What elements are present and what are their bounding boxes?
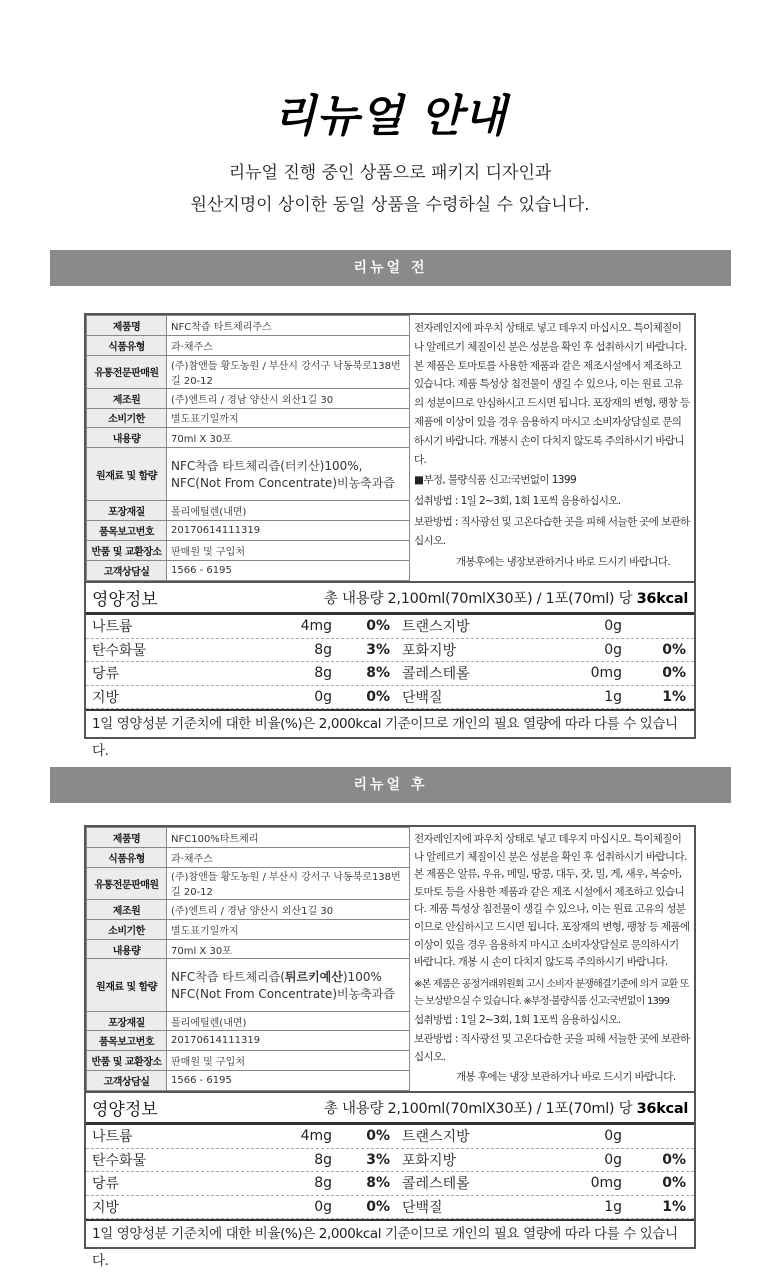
nutrition-kcal: 36kcal — [636, 591, 688, 607]
info-key: 식품유형 — [87, 335, 167, 355]
nutrient-name: 포화지방 — [402, 642, 457, 659]
intake-line: 섭취방법 : 1일 2~3회, 1회 1포씩 음용하십시오. — [414, 1013, 621, 1026]
report-line: ■부정, 불량식품 신고:국번없이 1399 — [414, 474, 577, 487]
nutrition-header — [86, 583, 694, 615]
info-row — [87, 408, 410, 428]
info-row — [87, 867, 410, 899]
info-key: 원재료 및 함량 — [87, 448, 167, 501]
nutrient-percent: 0% — [366, 618, 390, 635]
nutrient-name: 당류 — [92, 666, 120, 683]
info-value: 과·채주스 — [167, 847, 410, 867]
info-key: 제조원 — [87, 900, 167, 920]
info-row — [87, 316, 410, 336]
storage-line-2: 개봉 후에는 냉장 보관하거나 바로 드시기 바랍니다. — [456, 1070, 676, 1083]
info-key: 식품유형 — [87, 847, 167, 867]
nutrient-amount: 8g — [314, 665, 332, 682]
subtitle-line-1: 리뉴얼 진행 중인 상품으로 패키지 디자인과 — [228, 163, 552, 183]
nutrient-amount: 1g — [604, 1198, 622, 1215]
nutrient-name: 포화지방 — [402, 1152, 457, 1169]
info-row — [87, 388, 410, 408]
info-value: (주)참앤들 황도농원 / 부산시 강서구 낙동북로138번길 20-12 — [167, 867, 410, 899]
info-table-before — [86, 315, 410, 581]
info-key: 유통전문판매원 — [87, 867, 167, 899]
nutrient-percent: 0% — [366, 1198, 390, 1215]
nutrient-percent: 1% — [662, 1198, 686, 1215]
storage-line: 보관방법 : 직사광선 및 고온다습한 곳을 피해 서늘한 곳에 보관하십시오. — [414, 1033, 690, 1063]
info-row — [87, 828, 410, 848]
product-info-after — [84, 825, 696, 1093]
info-value: 별도표기일까지 — [167, 408, 410, 428]
info-row — [87, 1051, 410, 1071]
nutrient-name: 콜레스테롤 — [402, 666, 470, 683]
info-value — [167, 959, 410, 1011]
info-row — [87, 900, 410, 920]
nutrition-kcal: 36kcal — [636, 1101, 688, 1117]
info-value: 70ml X 30포 — [167, 939, 410, 959]
nutrient-amount: 0mg — [590, 665, 622, 682]
storage-line: 보관방법 : 직사광선 및 고온다습한 곳을 피해 서늘한 곳에 보관하십시오. — [414, 515, 690, 547]
info-row — [87, 428, 410, 448]
nutrient-amount: 0g — [604, 1128, 622, 1145]
nutrient-percent: 0% — [662, 665, 686, 682]
info-row — [87, 939, 410, 959]
intake-line: 섭취방법 : 1일 2~3회, 1회 1포씩 음용하십시오. — [414, 495, 621, 508]
info-row — [87, 919, 410, 939]
nutrient-percent: 0% — [366, 688, 390, 705]
nutrient-name: 탄수화물 — [92, 1152, 147, 1169]
nutrient-amount: 4mg — [300, 1128, 332, 1145]
info-value: (주)엔트리 / 경남 양산시 외산1길 30 — [167, 388, 410, 408]
info-value: 1566 - 6195 — [167, 1071, 410, 1091]
info-key: 제품명 — [87, 828, 167, 848]
nutrition-row — [86, 639, 694, 663]
info-key: 제조원 — [87, 388, 167, 408]
info-row — [87, 560, 410, 580]
nutrition-row — [86, 1196, 694, 1220]
info-key: 유통전문판매원 — [87, 355, 167, 388]
nutrition-title: 영양정보 — [92, 1100, 158, 1120]
ingredient-origin: 튀르키예산 — [284, 970, 343, 985]
nutrient-name: 나트륨 — [92, 619, 133, 636]
nutrition-footer: 1일 영양성분 기준치에 대한 비율(%)은 2,000kcal 기준이므로 개인의 필요 열량에 따라 다를 수 있습니다. — [86, 709, 694, 737]
ingredient-line-2: NFC(Not From Concentrate)비농축과즙 — [171, 987, 395, 1002]
notice-paragraph: 전자레인지에 파우치 상태로 넣고 데우지 마십시오. 특이체질이나 알레르기 체질이신 분은 성분을 확인 후 섭취하시기 바랍니다. 본 제품은 토마토를 사용한 제품과 같은 제조시설에서 제조하고 있습니다. 제품 특성상 침전물이 생길 수 있으나, 이는 원료 고유의 성분이므로 안심하시고 드시면 됩니다. 포장재의 변형, 팽창 등 제품에 이상이 있을 경우 음용하지 마시고 소비자상담실로 문의하시기 바랍니다. 개봉시 손이 다치지 않도록 주의하시기 바랍니다. — [414, 322, 690, 466]
info-value: 20170614111319 — [167, 1031, 410, 1051]
nutrient-name: 단백질 — [402, 689, 443, 706]
info-key: 제품명 — [87, 316, 167, 336]
label-block-after — [84, 825, 696, 1269]
notice-text-after — [410, 827, 694, 1091]
storage-line-2: 개봉후에는 냉장보관하거나 바로 드시기 바랍니다. — [456, 555, 671, 568]
nutrient-percent: 0% — [662, 641, 686, 658]
nutrition-row — [86, 1149, 694, 1173]
nutrient-name: 지방 — [92, 1199, 120, 1216]
nutrient-percent: 1% — [662, 688, 686, 705]
nutrient-amount: 8g — [314, 1151, 332, 1168]
info-table-after — [86, 827, 410, 1091]
section-bar-before: 리뉴얼 전 — [50, 250, 731, 286]
nutrient-percent: 3% — [366, 1151, 390, 1168]
info-key: 품목보고번호 — [87, 520, 167, 540]
nutrient-name: 단백질 — [402, 1199, 443, 1216]
nutrient-name: 트랜스지방 — [402, 619, 470, 636]
info-row — [87, 847, 410, 867]
nutrient-percent: 3% — [366, 641, 390, 658]
nutrient-amount: 0g — [604, 1151, 622, 1168]
notice-text-before — [410, 315, 694, 581]
info-value: NFC100%타트체리 — [167, 828, 410, 848]
info-value: 판매원 및 구입처 — [167, 1051, 410, 1071]
nutrient-amount: 4mg — [300, 618, 332, 635]
nutrient-amount: 1g — [604, 688, 622, 705]
nutrient-percent: 0% — [662, 1151, 686, 1168]
nutrient-percent: 8% — [366, 1175, 390, 1192]
info-value: NFC착즙 타트체리주스 — [167, 316, 410, 336]
nutrition-total — [324, 587, 688, 608]
dispute-note: ※본 제품은 공정거래위원회 고시 소비자 분쟁해결기준에 의거 교환 또는 보상받으실 수 있습니다. ※부정·불량식품 신고:국번없이 1399 — [414, 978, 689, 1007]
nutrient-amount: 0g — [314, 1198, 332, 1215]
info-value: 별도표기일까지 — [167, 919, 410, 939]
nutrition-total-text: 총 내용량 2,100ml(70mlX30포) / 1포(70ml) 당 — [324, 591, 637, 607]
info-key: 내용량 — [87, 939, 167, 959]
page-title: 리뉴얼 안내 — [273, 91, 507, 142]
info-row — [87, 501, 410, 521]
info-key: 반품 및 교환장소 — [87, 540, 167, 560]
label-block-before — [84, 313, 696, 759]
nutrition-row — [86, 686, 694, 710]
subtitle-line-2: 원산지명이 상이한 동일 상품을 수령하실 수 있습니다. — [190, 195, 590, 215]
nutrient-amount: 0mg — [590, 1175, 622, 1192]
nutrition-title: 영양정보 — [92, 590, 158, 610]
info-key: 내용량 — [87, 428, 167, 448]
nutrition-row — [86, 662, 694, 686]
section-bar-after: 리뉴얼 후 — [50, 767, 731, 803]
info-value: (주)참앤들 황도농원 / 부산시 강서구 낙동북로138번길 20-12 — [167, 355, 410, 388]
info-value: 폴리에틸렌(내면) — [167, 501, 410, 521]
nutrient-amount: 8g — [314, 1175, 332, 1192]
info-row — [87, 355, 410, 388]
nutrient-percent: 0% — [662, 1175, 686, 1192]
notice-paragraph: 전자레인지에 파우치 상태로 넣고 데우지 마십시오. 특이체질이나 알레르기 체질이신 분은 성분을 확인 후 섭취하시기 바랍니다. 본 제품은 알류, 우유, 메밀, 땅콩, 대두, 잣, 밀, 게, 새우, 복숭아, 토마토 등을 사용한 제품과 같은 제조 시설에서 제조하고 있습니다. 제품 특성상 침전물이 생길 수 있으나, 이는 원료 고유의 성분이므로 안심하시고 드시면 됩니다. 포장재의 변형, 팽창 등 제품에 이상이 있을 경우 음용하지 마시고 소비자상담실로 문의하시기 바랍니다. 개봉 시 손이 다치지 않도록 주의하시기 바랍니다. — [414, 833, 690, 969]
nutrition-panel-after — [84, 1093, 696, 1269]
nutrient-amount: 0g — [314, 688, 332, 705]
info-value: 1566 - 6195 — [167, 560, 410, 580]
info-row — [87, 520, 410, 540]
nutrient-name: 당류 — [92, 1176, 120, 1193]
info-key: 고객상담실 — [87, 560, 167, 580]
info-key: 소비기한 — [87, 408, 167, 428]
nutrient-name: 트랜스지방 — [402, 1129, 470, 1146]
info-key: 반품 및 교환장소 — [87, 1051, 167, 1071]
nutrient-name: 나트륨 — [92, 1129, 133, 1146]
nutrition-total — [324, 1097, 688, 1118]
nutrition-row — [86, 1172, 694, 1196]
info-key: 포장재질 — [87, 1011, 167, 1031]
product-info-before — [84, 313, 696, 583]
info-row — [87, 1071, 410, 1091]
info-value: 70ml X 30포 — [167, 428, 410, 448]
nutrient-percent: 8% — [366, 665, 390, 682]
nutrient-amount: 8g — [314, 641, 332, 658]
info-value: NFC착즙 타트체리즙(터키산)100%, NFC(Not From Concentrate)비농축과즙 — [167, 448, 410, 501]
info-row — [87, 1031, 410, 1051]
info-value: (주)엔트리 / 경남 양산시 외산1길 30 — [167, 900, 410, 920]
ingredient-percent: )100% — [342, 970, 382, 985]
nutrient-percent: 0% — [366, 1128, 390, 1145]
nutrition-footer: 1일 영양성분 기준치에 대한 비율(%)은 2,000kcal 기준이므로 개인의 필요 열량에 따라 다를 수 있습니다. — [86, 1219, 694, 1247]
info-value: 폴리에틸렌(내면) — [167, 1011, 410, 1031]
info-key: 고객상담실 — [87, 1071, 167, 1091]
nutrition-row — [86, 615, 694, 639]
ingredient-text: NFC착즙 타트체리즙( — [171, 970, 285, 985]
nutrient-amount: 0g — [604, 641, 622, 658]
info-row — [87, 448, 410, 501]
info-key: 포장재질 — [87, 501, 167, 521]
info-key: 원재료 및 함량 — [87, 959, 167, 1011]
info-value: 판매원 및 구입처 — [167, 540, 410, 560]
info-row — [87, 335, 410, 355]
nutrition-header — [86, 1093, 694, 1125]
nutrient-name: 콜레스테롤 — [402, 1176, 470, 1193]
nutrition-total-text: 총 내용량 2,100ml(70mlX30포) / 1포(70ml) 당 — [324, 1101, 637, 1117]
info-value: 과·채주스 — [167, 335, 410, 355]
info-key: 소비기한 — [87, 919, 167, 939]
info-row — [87, 540, 410, 560]
nutrient-amount: 0g — [604, 618, 622, 635]
nutrient-name: 탄수화물 — [92, 642, 147, 659]
info-row — [87, 959, 410, 1011]
nutrition-row — [86, 1125, 694, 1149]
nutrient-name: 지방 — [92, 689, 120, 706]
info-row — [87, 1011, 410, 1031]
info-value: 20170614111319 — [167, 520, 410, 540]
nutrition-panel-before — [84, 583, 696, 759]
info-key: 품목보고번호 — [87, 1031, 167, 1051]
